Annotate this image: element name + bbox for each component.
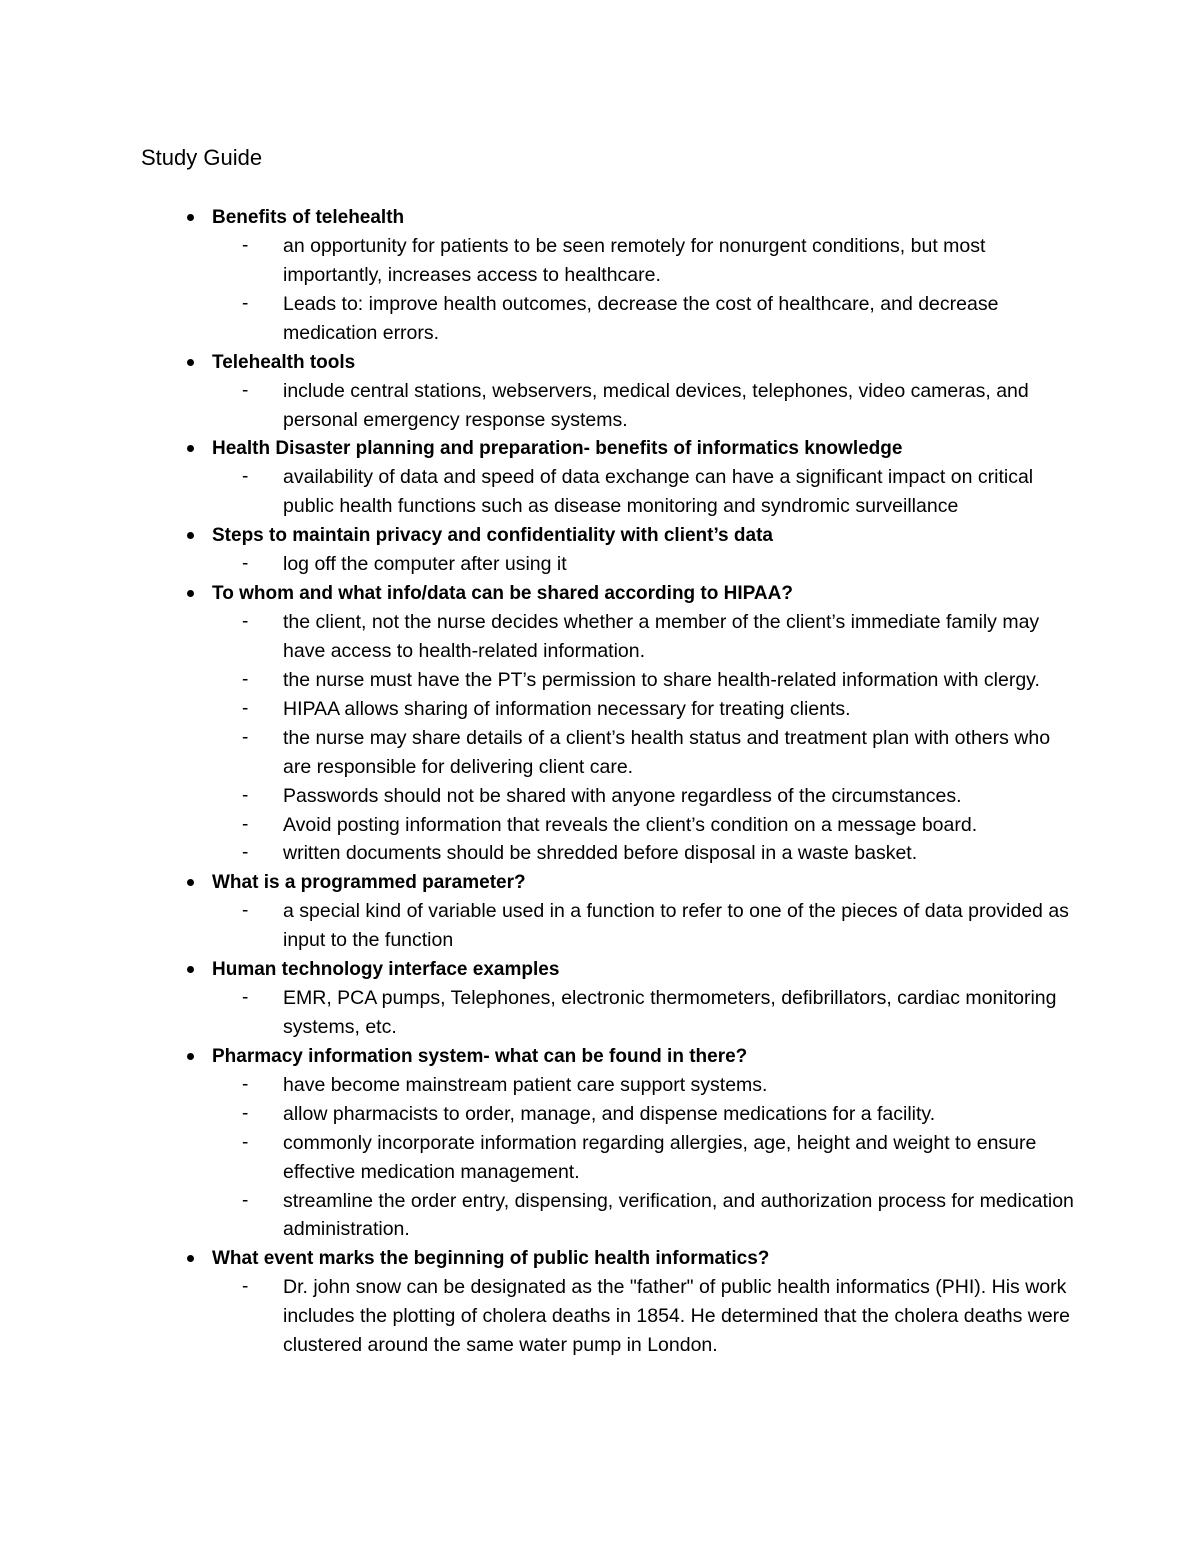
section-item-list xyxy=(0,608,1200,868)
section-heading-row xyxy=(0,203,1200,232)
list-item-text: log off the computer after using it xyxy=(283,553,567,576)
bullet-icon xyxy=(187,532,194,539)
dash-marker-icon: - xyxy=(242,235,249,256)
section-heading-row xyxy=(0,868,1200,897)
section-heading: What event marks the beginning of public health informatics? xyxy=(212,1248,770,1270)
section-item-list xyxy=(0,232,1200,348)
dash-marker-icon: - xyxy=(242,1131,249,1153)
section xyxy=(0,434,1200,521)
list-item xyxy=(0,463,1083,521)
section-heading-row xyxy=(0,1042,1200,1071)
section-heading-row xyxy=(0,955,1200,984)
list-item xyxy=(0,839,1083,868)
section-item-list xyxy=(0,984,1200,1042)
list-item-text: a special kind of variable used in a function to refer to one of the pieces of data provided as input to the function xyxy=(283,900,1069,952)
section-heading: Human technology interface examples xyxy=(212,959,560,981)
list-item xyxy=(0,984,1083,1042)
dash-marker-icon: - xyxy=(242,1189,249,1211)
bullet-icon xyxy=(187,445,194,452)
dash-marker-icon: - xyxy=(242,379,249,401)
bullet-icon xyxy=(187,879,194,886)
section xyxy=(0,1244,1200,1360)
dash-marker-icon: - xyxy=(242,813,249,835)
list-item-text: written documents should be shredded before disposal in a waste basket. xyxy=(283,842,918,865)
dash-marker-icon: - xyxy=(242,900,249,922)
section-heading-row xyxy=(0,521,1200,550)
list-item xyxy=(0,608,1083,666)
dash-marker-icon: - xyxy=(242,987,249,1009)
dash-marker-icon: - xyxy=(242,466,249,488)
list-item-text: Dr. john snow can be designated as the "father" of public health informatics (PHI). His work includes the plotting of cholera deaths in 1854. He determined that the cholera deaths were clustered around the same water pump in London. xyxy=(283,1276,1071,1357)
list-item xyxy=(0,695,1083,724)
list-item xyxy=(0,724,1083,782)
list-item-text: EMR, PCA pumps, Telephones, electronic thermometers, defibrillators, cardiac monitoring systems, etc. xyxy=(283,987,1057,1039)
section xyxy=(0,203,1200,348)
list-item-text: streamline the order entry, dispensing, verification, and authorization process for medication administration. xyxy=(283,1189,1074,1241)
bullet-icon xyxy=(187,966,194,973)
section xyxy=(0,955,1200,1042)
list-item-text: include central stations, webservers, medical devices, telephones, video cameras, and personal emergency response systems. xyxy=(283,379,1029,431)
list-item-text: the nurse must have the PT’s permission to share health-related information with clergy. xyxy=(283,668,1040,691)
dash-marker-icon: - xyxy=(242,697,249,719)
list-item xyxy=(0,1273,1083,1360)
section-item-list xyxy=(0,897,1200,955)
dash-marker-icon: - xyxy=(242,1073,249,1095)
section-item-list xyxy=(0,1071,1200,1244)
list-item xyxy=(0,897,1083,955)
dash-marker-icon: - xyxy=(242,553,249,575)
section-heading: To whom and what info/data can be shared according to HIPAA? xyxy=(212,583,793,605)
dash-marker-icon: - xyxy=(242,726,249,748)
section-heading-row xyxy=(0,1244,1200,1273)
section xyxy=(0,348,1200,435)
section-item-list xyxy=(0,377,1200,435)
dash-marker-icon: - xyxy=(242,292,249,314)
section-item-list xyxy=(0,463,1200,521)
section-heading: Steps to maintain privacy and confidentiality with client’s data xyxy=(212,525,773,547)
list-item xyxy=(0,550,1083,579)
list-item xyxy=(0,377,1083,435)
list-item-text: Avoid posting information that reveals the client’s condition on a message board. xyxy=(283,813,978,836)
list-item xyxy=(0,782,1083,811)
list-item xyxy=(0,232,1083,290)
bullet-icon xyxy=(187,214,194,221)
list-item xyxy=(0,1129,1083,1187)
section-heading-row xyxy=(0,434,1200,463)
section-item-list xyxy=(0,550,1200,579)
section xyxy=(0,579,1200,868)
list-item-text: Leads to: improve health outcomes, decrease the cost of healthcare, and decrease medication errors. xyxy=(283,292,999,344)
section-heading-row xyxy=(0,348,1200,377)
section-heading: What is a programmed parameter? xyxy=(212,872,526,894)
list-item-text: allow pharmacists to order, manage, and dispense medications for a facility. xyxy=(283,1102,936,1125)
section-heading: Telehealth tools xyxy=(212,351,356,373)
list-item-text: the client, not the nurse decides whether a member of the client’s immediate family may have access to health-related information. xyxy=(283,611,1040,663)
section-heading-row xyxy=(0,579,1200,608)
list-item xyxy=(0,1071,1083,1100)
bullet-icon xyxy=(187,590,194,597)
dash-marker-icon: - xyxy=(242,842,249,864)
list-item xyxy=(0,811,1083,840)
bullet-icon xyxy=(187,359,194,366)
section-list xyxy=(0,203,1200,1360)
section xyxy=(0,868,1200,955)
list-item xyxy=(0,290,1083,348)
list-item-text: have become mainstream patient care support systems. xyxy=(283,1073,768,1096)
section-heading: Pharmacy information system- what can be found in there? xyxy=(212,1045,748,1067)
list-item xyxy=(0,666,1083,695)
list-item-text: availability of data and speed of data exchange can have a significant impact on critical public health functions such as disease monitoring and syndromic surveillance xyxy=(283,466,1034,518)
list-item-text: HIPAA allows sharing of information necessary for treating clients. xyxy=(283,697,851,720)
list-item-text: commonly incorporate information regarding allergies, age, height and weight to ensure effective medication management. xyxy=(283,1131,1037,1183)
document-title: Study Guide xyxy=(141,145,263,170)
bullet-icon xyxy=(187,1255,194,1262)
list-item-text: an opportunity for patients to be seen remotely for nonurgent conditions, but most importantly, increases access to healthcare. xyxy=(283,235,986,286)
list-item-text: Passwords should not be shared with anyone regardless of the circumstances. xyxy=(283,784,962,807)
section-item-list xyxy=(0,1273,1200,1360)
section xyxy=(0,521,1200,579)
section-heading: Health Disaster planning and preparation- benefits of informatics knowledge xyxy=(212,438,903,460)
dash-marker-icon: - xyxy=(242,1276,249,1298)
bullet-icon xyxy=(187,1053,194,1060)
section-heading: Benefits of telehealth xyxy=(212,207,405,228)
list-item xyxy=(0,1100,1083,1129)
dash-marker-icon: - xyxy=(242,611,249,633)
list-item xyxy=(0,1187,1083,1245)
dash-marker-icon: - xyxy=(242,668,249,690)
section xyxy=(0,1042,1200,1244)
dash-marker-icon: - xyxy=(242,784,249,806)
dash-marker-icon: - xyxy=(242,1102,249,1124)
list-item-text: the nurse may share details of a client’s health status and treatment plan with others who are responsible for delivering client care. xyxy=(283,726,1051,778)
